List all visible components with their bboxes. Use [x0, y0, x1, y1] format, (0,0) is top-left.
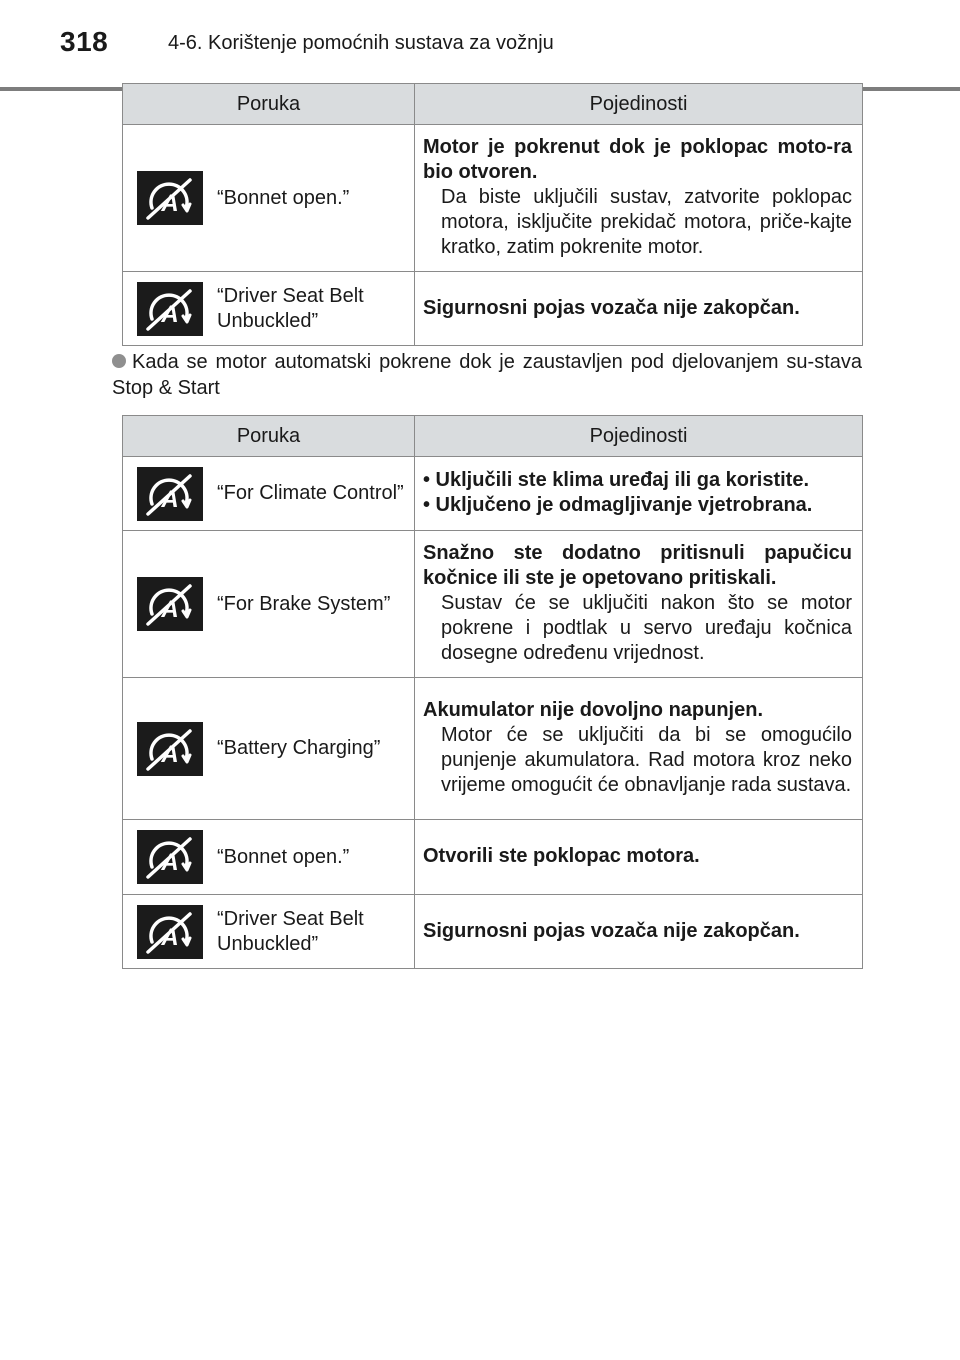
message-text: “Battery Charging” — [217, 737, 381, 759]
stop-start-off-icon — [137, 722, 203, 776]
message-text: “Driver Seat Belt Unbuckled” — [217, 284, 364, 332]
column-header-details: Pojedinosti — [415, 84, 863, 125]
detail-summary: Otvorili ste poklopac motora. — [423, 845, 700, 867]
stop-start-off-icon — [137, 282, 203, 336]
message-text: “For Brake System” — [217, 592, 391, 615]
message-table-2 — [122, 415, 863, 969]
table-header-row — [123, 84, 863, 125]
stop-start-off-icon — [137, 467, 203, 521]
detail-bullet: • Uključeno je odmagljivanje vjetrobrana. — [423, 494, 813, 516]
column-header-message: Poruka — [123, 416, 415, 457]
message-text: “For Climate Control” — [217, 482, 404, 504]
detail-explanation: Sustav će se uključiti nakon što se motor pokrene i podtlak u servo uređaju kočnica dosegne određenu vrijednost. — [441, 592, 852, 664]
detail-summary: Akumulator nije dovoljno napunjen. — [423, 699, 764, 721]
stop-start-off-icon — [137, 171, 203, 225]
table-row — [123, 820, 863, 895]
message-text: “Bonnet open.” — [217, 845, 350, 868]
stop-start-off-icon — [137, 577, 203, 631]
condition-note — [112, 349, 862, 401]
detail-cell — [415, 457, 863, 531]
message-table-1 — [122, 83, 863, 346]
stop-start-off-icon — [137, 905, 203, 959]
message-text: “Driver Seat Belt Unbuckled” — [217, 907, 364, 955]
message-cell — [123, 820, 415, 895]
message-cell — [123, 678, 415, 820]
bullet-icon — [112, 354, 126, 368]
table-row — [123, 125, 863, 272]
page-number: 318 — [60, 26, 109, 57]
table-row — [123, 272, 863, 346]
detail-explanation: Motor će se uključiti da bi se omogućilo punjenje akumulatora. Rad motora kroz neko vrijeme omogućit će obnavljanje rada sustava. — [441, 724, 852, 796]
detail-bullet: • Uključili ste klima uređaj ili ga koristite. — [423, 469, 810, 491]
detail-cell — [415, 820, 863, 895]
message-cell — [123, 531, 415, 678]
detail-cell — [415, 531, 863, 678]
detail-summary: Sigurnosni pojas vozača nije zakopčan. — [423, 919, 800, 942]
table-row — [123, 895, 863, 969]
note-text: Kada se motor automatski pokrene dok je zaustavljen pod djelovanjem su-stava Stop & Start — [112, 351, 862, 399]
detail-cell — [415, 678, 863, 820]
detail-summary: Snažno ste dodatno pritisnuli papučicu kočnice ili ste je opetovano pritiskali. — [423, 542, 852, 589]
message-cell — [123, 457, 415, 531]
detail-summary: Sigurnosni pojas vozača nije zakopčan. — [423, 296, 800, 319]
table-header-row — [123, 416, 863, 457]
detail-summary: Motor je pokrenut dok je poklopac moto-ra bio otvoren. — [423, 136, 852, 183]
stop-start-off-icon — [137, 830, 203, 884]
message-cell — [123, 125, 415, 272]
message-cell — [123, 895, 415, 969]
table-row — [123, 457, 863, 531]
message-cell — [123, 272, 415, 346]
detail-cell — [415, 895, 863, 969]
message-text: “Bonnet open.” — [217, 186, 350, 209]
section-title: 4-6. Korištenje pomoćnih sustava za vožnju — [168, 32, 554, 54]
column-header-message: Poruka — [123, 84, 415, 125]
table-row — [123, 531, 863, 678]
detail-explanation: Da biste uključili sustav, zatvorite poklopac motora, isključite prekidač motora, priče-kajte kratko, zatim pokrenite motor. — [441, 186, 852, 258]
detail-cell — [415, 125, 863, 272]
page-header — [0, 22, 960, 62]
column-header-details: Pojedinosti — [415, 416, 863, 457]
detail-cell — [415, 272, 863, 346]
table-row — [123, 678, 863, 820]
